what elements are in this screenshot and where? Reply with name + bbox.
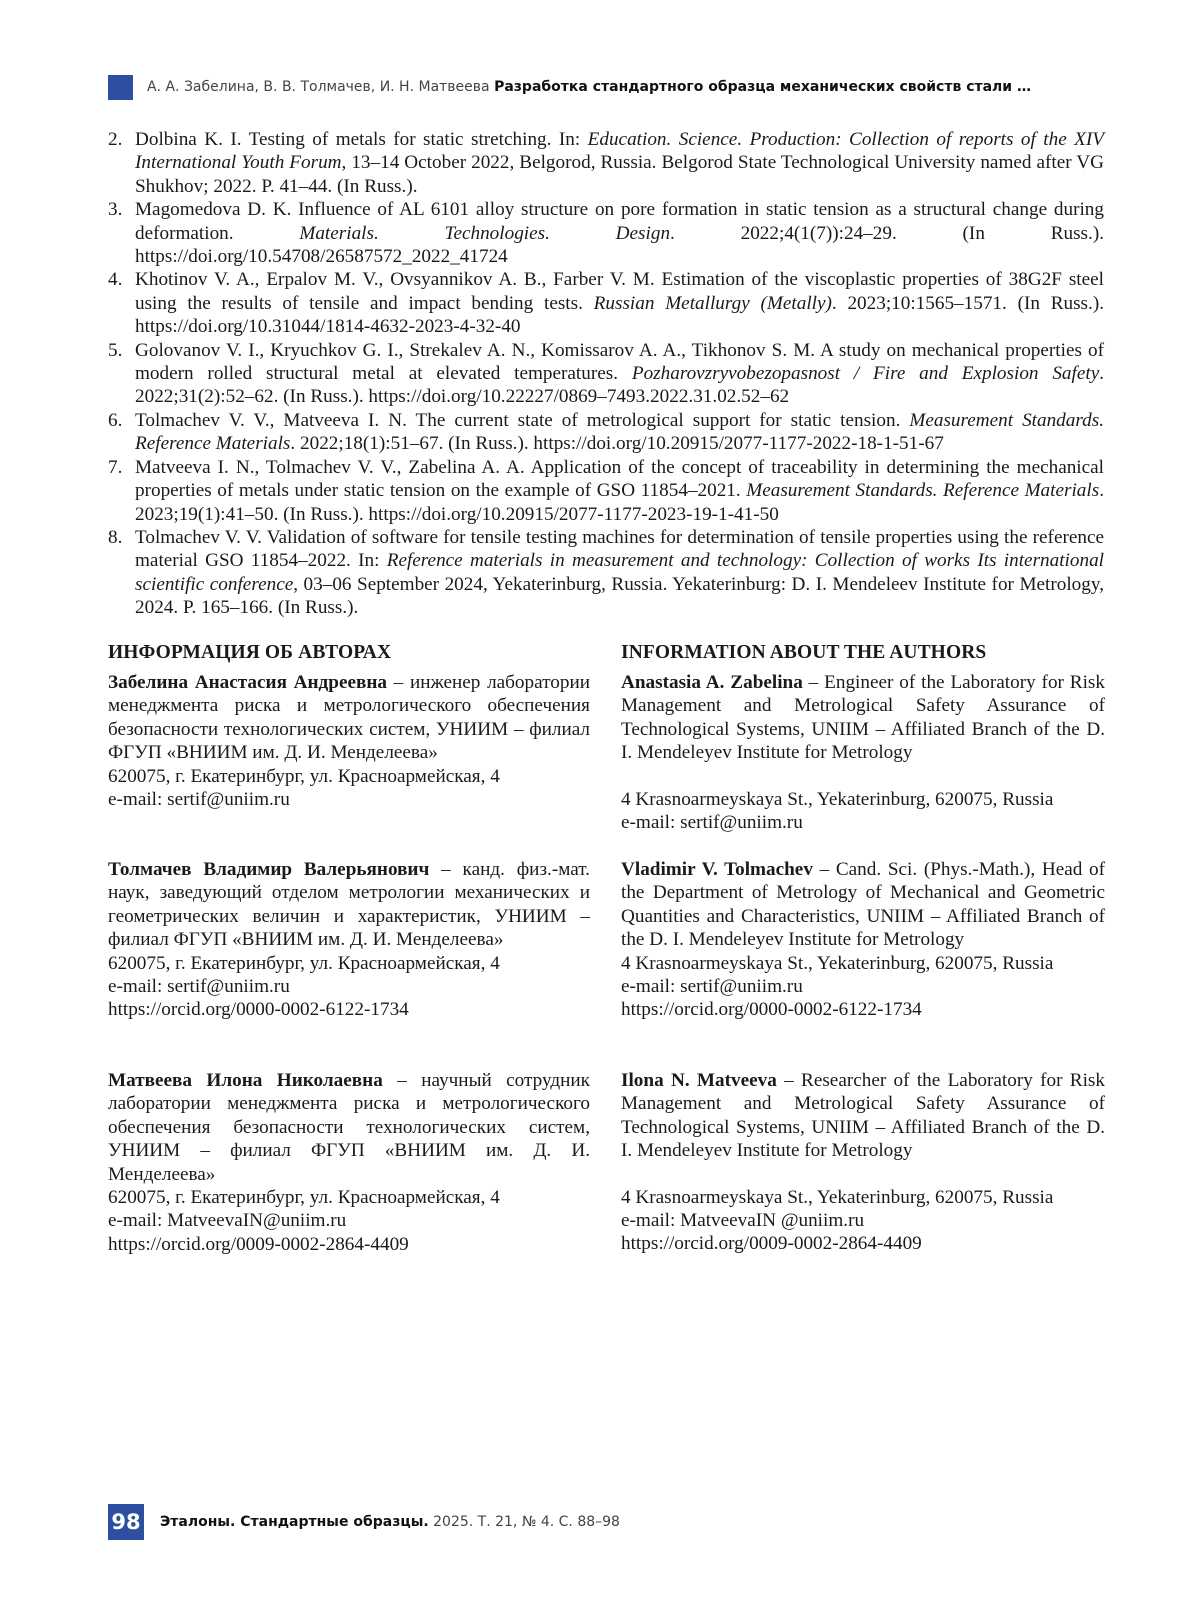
running-header [108, 74, 1031, 100]
author-email: e-mail: sertif@uniim.ru [108, 789, 290, 811]
reference-number: 2. [108, 129, 123, 150]
footer-citation [160, 1514, 620, 1530]
journal-issue: 2025. Т. 21, № 4. С. 88–98 [433, 1514, 620, 1530]
reference-item: 3. Magomedova D. K. Influence of AL 6101 alloy structure on pore formation in static tension as a structural change during deformation. Materials. Technologies. Design. 2022;4(1(7)):24–29. (In Russ.). https://doi.org/10.54708/26587572_2022_41724 [108, 199, 1105, 268]
author-description: – инженер лаборатории менеджмента риска и метрологического обеспечения безопасности технологических систем, УНИИМ – филиал ФГУП «ВНИИМ им. Д. И. Менделеева» [108, 672, 590, 764]
authors-info-en [621, 641, 1106, 1255]
author-address: 620075, г. Екатеринбург, ул. Красноармейская, 4 [108, 765, 500, 787]
author-email: e-mail: sertif@uniim.ru [621, 812, 803, 834]
author-block-ru [108, 1069, 590, 1256]
reference-number: 4. [108, 269, 123, 291]
header-text [147, 79, 1031, 95]
author-description: – Researcher of the Laboratory for Risk Management and Metrological Safety Assurance of Technological Systems, UNIIM – Affiliated Branch of the D. I. Mendeleyev Institute for Metrology [621, 1070, 1105, 1162]
author-orcid: https://orcid.org/0009-0002-2864-4409 [108, 1233, 409, 1255]
header-square-mark [108, 75, 133, 100]
reference-number: 3. [108, 199, 123, 221]
page-footer [108, 1504, 620, 1540]
author-name: Ilona N. Matveeva [621, 1070, 777, 1091]
header-authors: А. А. Забелина, В. В. Толмачев, И. Н. Матвеева [147, 79, 490, 95]
reference-number: 7. [108, 456, 123, 478]
author-block-en [621, 671, 1105, 834]
author-block-ru [108, 671, 590, 811]
author-orcid: https://orcid.org/0000-0002-6122-1734 [621, 999, 922, 1021]
authors-heading-en: INFORMATION ABOUT THE AUTHORS [621, 642, 987, 663]
author-name: Толмачев Владимир Валерьянович [108, 859, 430, 880]
author-block-en [621, 858, 1105, 1022]
author-name: Матвеева Илона Николаевна [108, 1070, 383, 1091]
author-address: 620075, г. Екатеринбург, ул. Красноармейская, 4 [108, 952, 500, 974]
author-name: Забелина Анастасия Андреевна [108, 672, 387, 693]
reference-number: 5. [108, 339, 123, 361]
header-title: Разработка стандартного образца механических свойств стали … [494, 79, 1031, 95]
author-description: – научный сотрудник лаборатории менеджмента риска и метрологического обеспечения безопасности технологических систем, УНИИМ – филиал ФГУП «ВНИИМ им. Д. И. Менделеева» [108, 1070, 590, 1185]
author-email: e-mail: MatveevaIN@uniim.ru [108, 1210, 347, 1232]
reference-item: 5. Golovanov V. I., Kryuchkov G. I., Strekalev A. N., Komissarov A. A., Tikhonov S. M. A study on mechanical properties of modern rolled structural metal at elevated temperatures. Pozharovzryvobezopasnost / Fire and Explosion Safety. 2022;31(2):52–62. (In Russ.). https://doi.org/10.22227/0869–7493.2022.31.02.52–62 [108, 339, 1105, 408]
reference-item: 2. Dolbina K. I. Testing of metals for static stretching. In: Education. Science. Production: Collection of reports of the XIV International Youth Forum, 13–14 October 2022, Belgorod, Russia. Belgorod State Technological University named after VG Shukhov; 2022. P. 41–44. (In Russ.). [108, 129, 1105, 197]
author-email: e-mail: MatveevaIN @uniim.ru [621, 1210, 865, 1232]
author-address: 620075, г. Екатеринбург, ул. Красноармейская, 4 [108, 1187, 500, 1209]
author-block-ru [108, 858, 590, 1022]
author-name: Anastasia A. Zabelina [621, 672, 803, 693]
author-address: 4 Krasnoarmeyskaya St., Yekaterinburg, 620075, Russia [621, 788, 1054, 810]
page-number: 98 [108, 1504, 144, 1540]
reference-number: 6. [108, 409, 123, 431]
authors-info-ru [108, 641, 590, 1255]
reference-item: 8. Tolmachev V. V. Validation of software for tensile testing machines for determination of tensile properties using the reference material GSO 11854–2022. In: Reference materials in measurement and technology: Collection of works Its international scientific conference, 03–06 September 2024, Yekaterinburg, Russia. Yekaterinburg: D. I. Mendeleev Institute for Metrology, 2024. P. 165–166. (In Russ.). [108, 526, 1104, 619]
reference-item: 4. Khotinov V. A., Erpalov M. V., Ovsyannikov A. B., Farber V. M. Estimation of the viscoplastic properties of 38G2F steel using the results of tensile and impact bending tests. Russian Metallurgy (Metally). 2023;10:1565–1571. (In Russ.). https://doi.org/10.31044/1814-4632-2023-4-32-40 [108, 269, 1105, 338]
author-orcid: https://orcid.org/0009-0002-2864-4409 [621, 1233, 922, 1255]
author-email: e-mail: sertif@uniim.ru [621, 976, 803, 998]
reference-item: 7. Matveeva I. N., Tolmachev V. V., Zabelina A. A. Application of the concept of traceability in determining the mechanical properties of metals under static tension on the example of GSO 11854–2021. Measurement Standards. Reference Materials. 2023;19(1):41–50. (In Russ.). https://doi.org/10.20915/2077-1177-2023-19-1-41-50 [108, 456, 1104, 525]
reference-item: 6. Tolmachev V. V., Matveeva I. N. The current state of metrological support for static tension. Measurement Standards. Reference Materials. 2022;18(1):51–67. (In Russ.). https://doi.org/10.20915/2077-1177-2022-18-1-51-67 [108, 409, 1104, 455]
authors-heading-ru: ИНФОРМАЦИЯ ОБ АВТОРАХ [108, 642, 392, 663]
author-description: – Engineer of the Laboratory for Risk Management and Metrological Safety Assurance of Technological Systems, UNIIM – Affiliated Branch of the D. I. Mendeleyev Institute for Metrology [621, 672, 1105, 764]
reference-number: 8. [108, 526, 123, 548]
author-description: – Cand. Sci. (Phys.-Math.), Head of the Department of Metrology of Mechanical and Geometric Quantities and Characteristics, UNIIM – Affiliated Branch of the D. I. Mendeleyev Institute for Metrology [621, 859, 1106, 951]
journal-name: Эталоны. Стандартные образцы. [160, 1514, 429, 1530]
author-orcid: https://orcid.org/0000-0002-6122-1734 [108, 999, 409, 1021]
author-description: – канд. физ.-мат. наук, заведующий отделом метрологии механических и геометрических величин и характеристик, УНИИМ – филиал ФГУП «ВНИИМ им. Д. И. Менделеева» [108, 859, 590, 951]
author-name: Vladimir V. Tolmachev [621, 859, 813, 880]
author-email: e-mail: sertif@uniim.ru [108, 976, 290, 998]
author-address: 4 Krasnoarmeyskaya St., Yekaterinburg, 620075, Russia [621, 1186, 1054, 1208]
author-block-en [621, 1069, 1105, 1256]
author-address: 4 Krasnoarmeyskaya St., Yekaterinburg, 620075, Russia [621, 952, 1054, 974]
reference-list [108, 128, 1104, 620]
